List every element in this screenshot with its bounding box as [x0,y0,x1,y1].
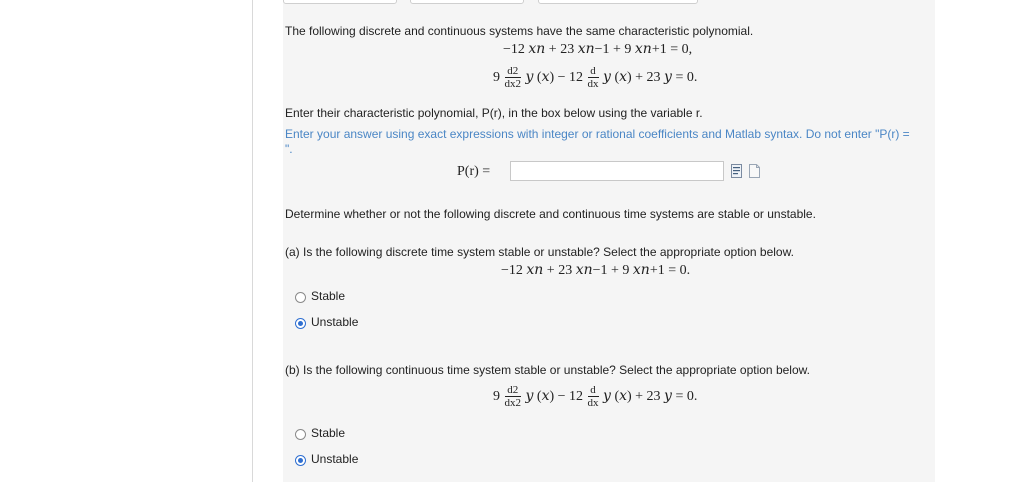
hint-line-1: Enter your answer using exact expressions with integer or rational coefficients and Matlab syntax. Do not enter "P(r) = [285,127,910,141]
part-b-first-derivative-fraction [588,385,599,409]
top-button-middle[interactable] [410,0,524,4]
part-a-equation-rhs: = 0. [668,263,691,278]
part-b-coef: 9 [493,389,500,405]
part-b-second-derivative-num: d2 [505,385,522,397]
part-b-stable-radio[interactable] [295,429,306,440]
part-a-equation [501,262,690,279]
part-b-second-derivative-den: dx2 [504,397,521,409]
stability-prompt: Determine whether or not the following discrete and continuous time systems are stable or unstable. [285,207,816,221]
part-b-term-2: 𝑦 (𝑥) + 23 𝑦 = 0. [603,389,698,405]
part-b-term-1: 𝑦 (𝑥) − 12 [525,389,584,405]
part-b-second-derivative-fraction [505,385,522,409]
first-derivative-num: d [588,66,599,78]
answer-input[interactable] [510,161,724,181]
document-icon[interactable] [749,164,760,178]
equation-editor-icon[interactable] [731,164,742,178]
intro-text: The following discrete and continuous systems have the same characteristic polynomial. [285,24,754,38]
part-b-unstable-radio[interactable] [295,455,306,466]
part-b-unstable-label[interactable]: Unstable [311,452,359,466]
part-a-equation-lhs: −12 𝑥𝑛 + 23 𝑥𝑛−1 + 9 𝑥𝑛+1 [501,263,665,278]
continuous-term-1: 𝑦 (𝑥) − 12 [525,70,584,86]
top-button-left[interactable] [283,0,397,4]
continuous-term-2: 𝑦 (𝑥) + 23 𝑦 = 0. [603,70,698,86]
part-a-stable-label[interactable]: Stable [311,289,346,303]
instruction-text: Enter their characteristic polynomial, P(r), in the box below using the variable r. [285,106,703,120]
part-a-unstable-label[interactable]: Unstable [311,315,359,329]
top-button-right[interactable] [538,0,698,4]
continuous-equation [493,66,697,90]
part-b-question: (b) Is the following continuous time system stable or unstable? Select the appropriate option below. [285,363,810,377]
part-b-equation [493,385,697,409]
left-divider [252,0,253,482]
second-derivative-fraction [505,66,522,90]
part-a-question: (a) Is the following discrete time system stable or unstable? Select the appropriate option below. [285,245,794,259]
discrete-equation-lhs: −12 𝑥𝑛 + 23 𝑥𝑛−1 + 9 𝑥𝑛+1 [503,42,667,57]
part-a-stable-radio[interactable] [295,292,306,303]
second-derivative-den: dx2 [504,78,521,90]
hint-line-2: ". [285,142,293,156]
discrete-equation-rhs: = 0, [670,42,693,57]
second-derivative-num: d2 [505,66,522,78]
second-derivative-coef: 9 [493,70,500,86]
discrete-equation [503,41,692,58]
first-derivative-fraction [588,66,599,90]
part-b-first-derivative-den: dx [587,397,599,409]
part-b-stable-label[interactable]: Stable [311,426,346,440]
first-derivative-den: dx [587,78,599,90]
answer-label: P(r) = [457,164,491,179]
part-a-unstable-radio[interactable] [295,318,306,329]
part-b-first-derivative-num: d [588,385,599,397]
